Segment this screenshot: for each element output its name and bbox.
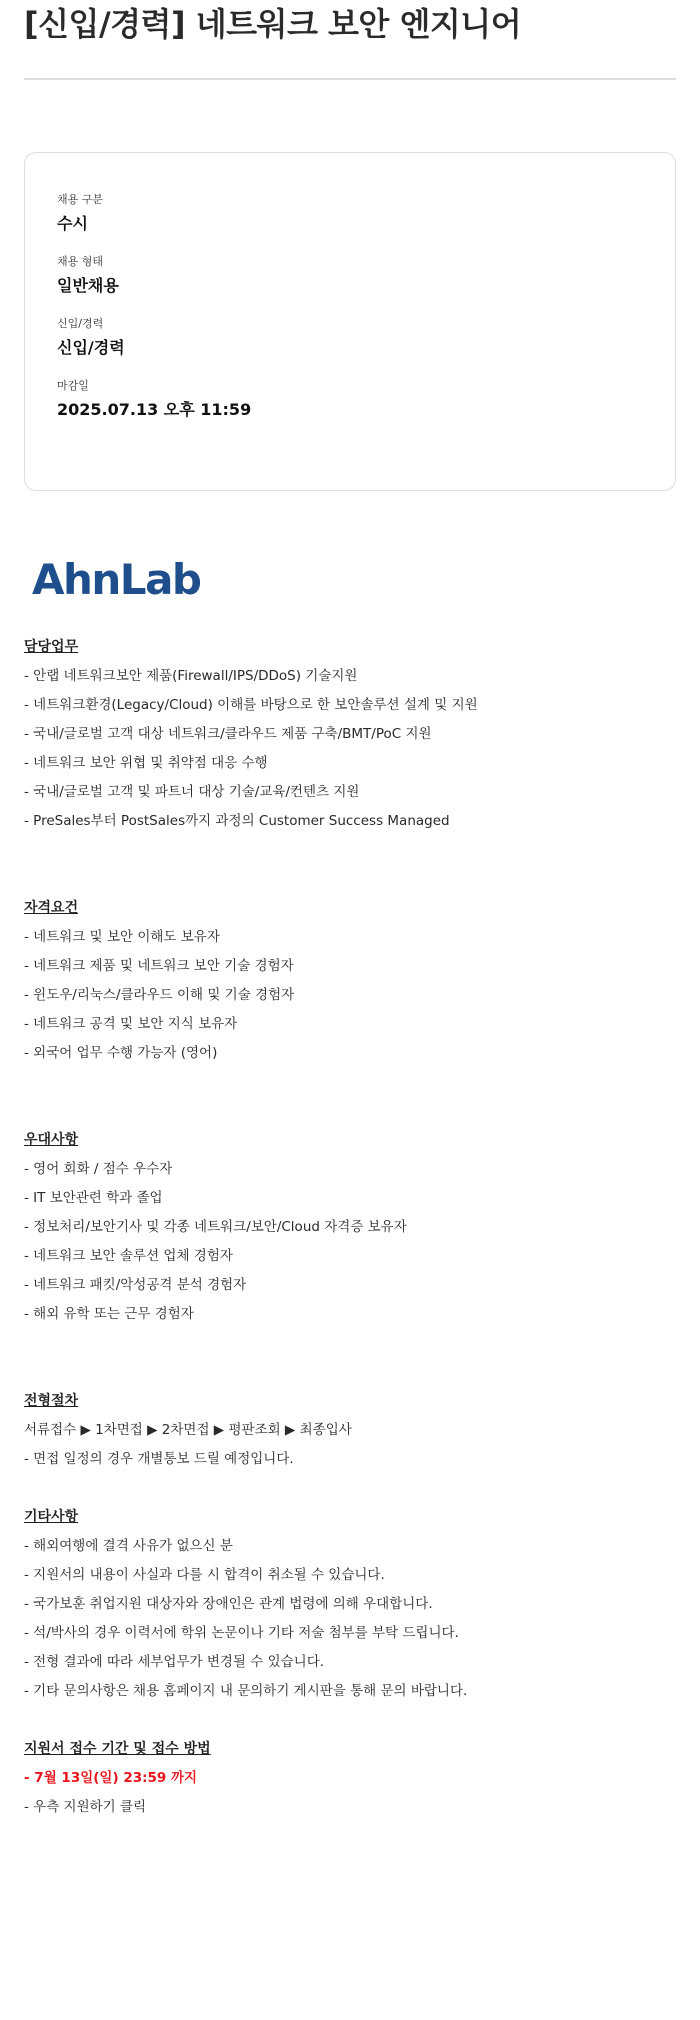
summary-card [24,152,676,491]
spacer [24,1474,676,1503]
section-heading: 전형절차 [24,1393,79,1409]
etc-item: - 해외여행에 결격 사유가 없으신 분 [24,1538,233,1554]
title-divider [24,78,676,80]
section-preferred [24,1126,676,1329]
section-process [24,1387,676,1474]
summary-item-employment-type [57,255,643,297]
requirement-item: - 네트워크 제품 및 네트워크 보안 기술 경험자 [24,958,294,974]
process-note: - 면접 일정의 경우 개별통보 드릴 예정입니다. [24,1451,294,1467]
etc-item: - 석/박사의 경우 이력서에 학위 논문이나 기타 저술 첨부를 부탁 드립니다. [24,1625,459,1641]
section-etc [24,1503,676,1706]
section-heading: 지원서 접수 기간 및 접수 방법 [24,1741,211,1757]
requirement-item: - 네트워크 공격 및 보안 지식 보유자 [24,1016,238,1032]
etc-item: - 국가보훈 취업지원 대상자와 장애인은 관계 법령에 의해 우대합니다. [24,1596,433,1612]
summary-label: 신입/경력 [57,317,104,330]
section-apply [24,1735,676,1822]
section-heading: 우대사항 [24,1132,79,1148]
section-requirements [24,894,676,1068]
etc-item: - 지원서의 내용이 사실과 다를 시 합격이 취소될 수 있습니다. [24,1567,385,1583]
summary-value: 2025.07.13 오후 11:59 [57,400,252,419]
etc-item: - 전형 결과에 따라 세부업무가 변경될 수 있습니다. [24,1654,325,1670]
spacer [24,1706,676,1735]
summary-label: 마감일 [57,379,89,392]
summary-value: 일반채용 [57,276,119,295]
summary-label: 채용 형태 [57,255,104,268]
page-title: [신입/경력] 네트워크 보안 엔지니어 [24,5,522,43]
duty-item: - 네트워크환경(Legacy/Cloud) 이해를 바탕으로 한 보안솔루션 설계 및 지원 [24,697,478,713]
spacer [24,836,676,894]
preferred-item: - 네트워크 보안 솔루션 업체 경험자 [24,1248,233,1264]
company-logo [32,557,676,603]
preferred-item: - IT 보안관련 학과 졸업 [24,1190,163,1206]
summary-value: 수시 [57,214,88,233]
requirement-item: - 외국어 업무 수행 가능자 (영어) [24,1045,218,1061]
duty-item: - PreSales부터 PostSales까지 과정의 Customer Success Managed [24,813,450,829]
job-posting [24,0,676,1822]
process-steps: 서류접수 ▶ 1차면접 ▶ 2차면접 ▶ 평판조회 ▶ 최종입사 [24,1422,352,1438]
section-duties [24,633,676,836]
etc-item: - 기타 문의사항은 채용 홈페이지 내 문의하기 게시판을 통해 문의 바랍니다. [24,1683,468,1699]
summary-item-recruit-type [57,193,643,235]
requirement-item: - 네트워크 및 보안 이해도 보유자 [24,929,220,945]
spacer [24,1329,676,1387]
duty-item: - 국내/글로벌 고객 대상 네트워크/클라우드 제품 구축/BMT/PoC 지원 [24,726,432,742]
section-heading: 기타사항 [24,1509,79,1525]
duty-item: - 네트워크 보안 위협 및 취약점 대응 수행 [24,755,268,771]
apply-method: - 우측 지원하기 클릭 [24,1799,147,1815]
preferred-item: - 영어 회화 / 점수 우수자 [24,1161,173,1177]
ahnlab-logo: AhnLab [32,555,201,604]
summary-label: 채용 구분 [57,193,104,206]
requirement-item: - 윈도우/리눅스/클라우드 이해 및 기술 경험자 [24,987,295,1003]
job-description [24,633,676,1822]
duty-item: - 안랩 네트워크보안 제품(Firewall/IPS/DDoS) 기술지원 [24,668,358,684]
preferred-item: - 해외 유학 또는 근무 경험자 [24,1306,194,1322]
section-heading: 자격요건 [24,900,79,916]
section-heading: 담당업무 [24,639,79,655]
summary-value: 신입/경력 [57,338,125,357]
summary-item-deadline [57,379,643,421]
spacer [24,1068,676,1126]
summary-item-career [57,317,643,359]
duty-item: - 국내/글로벌 고객 및 파트너 대상 기술/교육/컨텐츠 지원 [24,784,360,800]
preferred-item: - 정보처리/보안기사 및 각종 네트워크/보안/Cloud 자격증 보유자 [24,1219,407,1235]
apply-deadline: - 7월 13일(일) 23:59 까지 [24,1770,198,1786]
preferred-item: - 네트워크 패킷/악성공격 분석 경험자 [24,1277,247,1293]
